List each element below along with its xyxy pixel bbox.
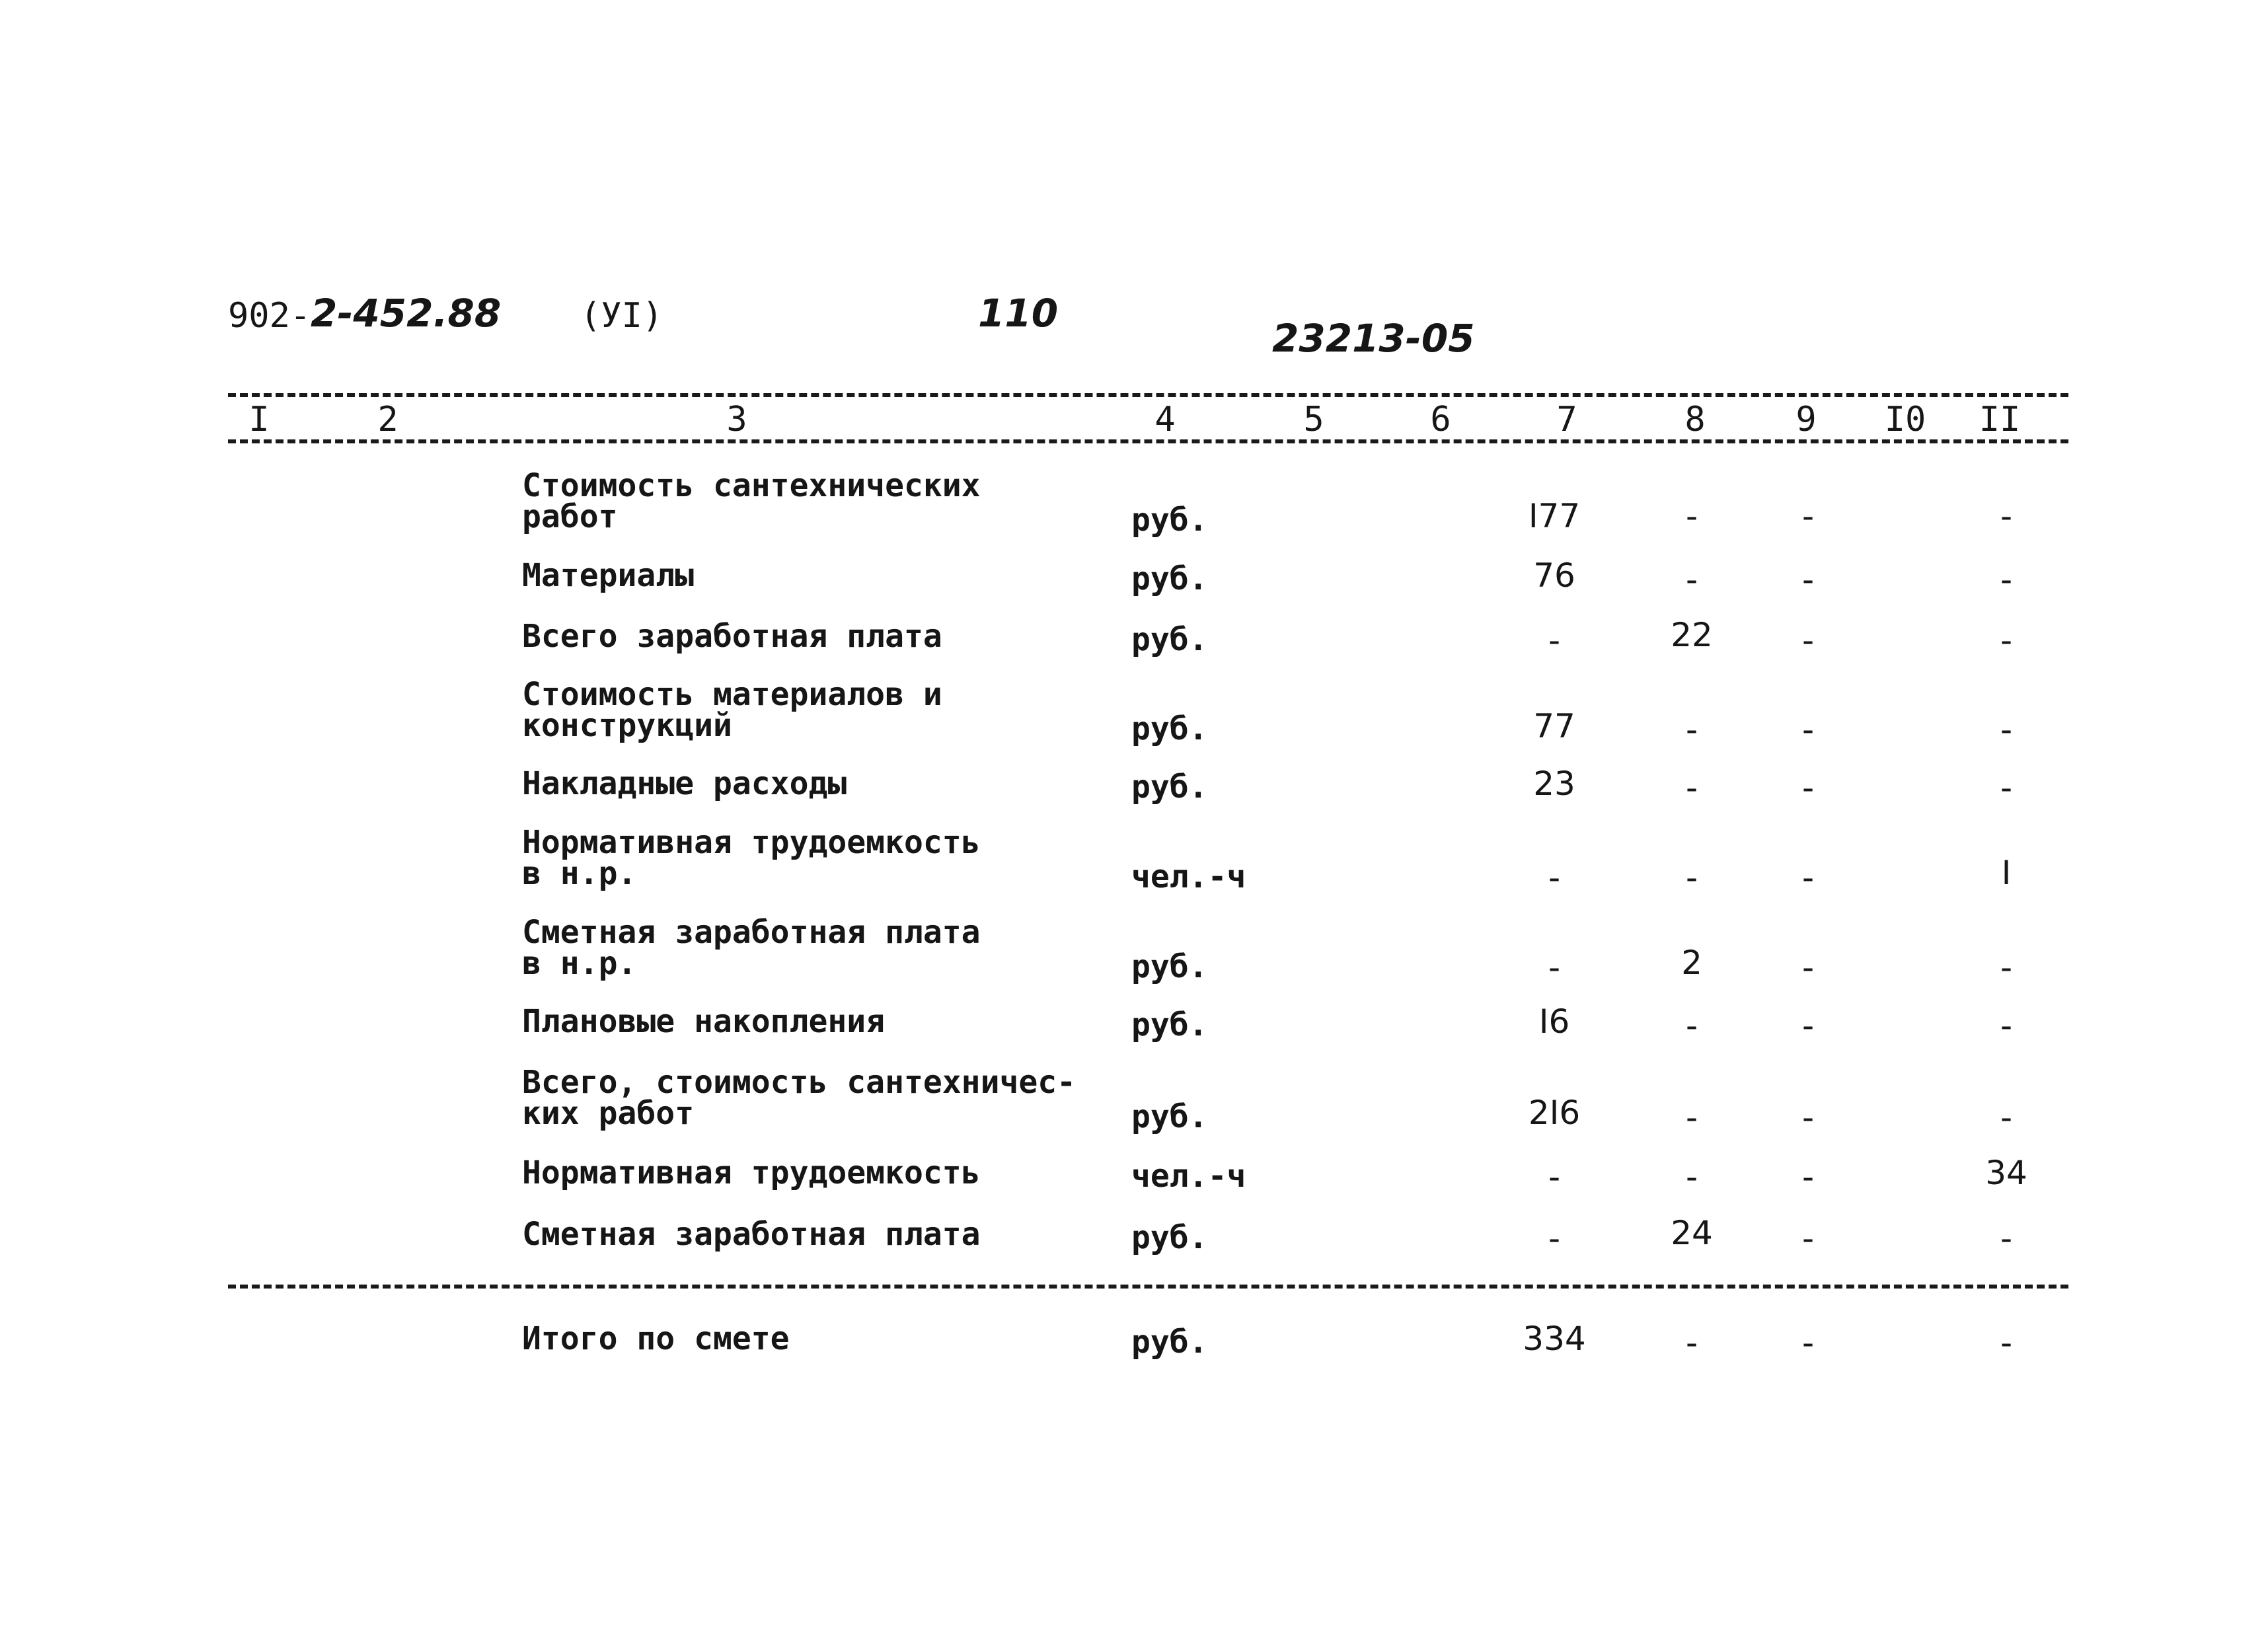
page-number: 110 [978, 291, 1059, 336]
cell-col-11: - [2000, 948, 2013, 987]
row-description: Всего заработная плата [522, 618, 942, 655]
cell-col-9: - [1801, 710, 1815, 749]
cell-col-8: 2 [1681, 944, 1702, 982]
cell-col-11: - [2000, 621, 2013, 659]
cell-col-7: - [1548, 1219, 1561, 1257]
cell-col-9: - [1801, 1006, 1815, 1045]
column-number: 5 [1303, 400, 1324, 439]
row-description: Накладные расходы [522, 765, 847, 802]
total-col-9: - [1801, 1324, 1815, 1362]
total-col-8: - [1685, 1324, 1698, 1362]
column-number: I [248, 400, 270, 439]
series-label: (УI) [580, 296, 663, 336]
cell-col-8: - [1685, 560, 1698, 599]
row-description: Нормативная трудоемкость [522, 1154, 981, 1191]
cell-col-7: - [1548, 858, 1561, 897]
cell-col-9: - [1801, 1098, 1815, 1137]
total-separator-rule [228, 1285, 2068, 1289]
row-unit: руб. [1131, 621, 1208, 658]
cell-col-8: 24 [1671, 1214, 1713, 1252]
cell-col-9: - [1801, 621, 1815, 659]
row-unit: руб. [1131, 560, 1208, 597]
cell-col-11: - [2000, 710, 2013, 749]
total-col-7: 334 [1523, 1320, 1586, 1358]
column-number: 7 [1556, 400, 1577, 439]
cell-col-11: - [2000, 768, 2013, 807]
cell-col-11: - [2000, 560, 2013, 599]
row-description: Сметная заработная плата [522, 1216, 981, 1253]
cell-col-11: - [2000, 1219, 2013, 1257]
cell-col-8: - [1685, 710, 1698, 749]
cell-col-8: - [1685, 1158, 1698, 1196]
cell-col-11: - [2000, 1006, 2013, 1045]
document-number-prefix: 902- [228, 296, 311, 336]
cell-col-9: - [1801, 858, 1815, 897]
cell-col-7: I77 [1528, 497, 1581, 535]
document-number-handwritten: 2-452.88 [311, 291, 502, 336]
cell-col-8: 22 [1671, 616, 1713, 654]
cell-col-11: 34 [1985, 1154, 2027, 1192]
row-description: Всего, стоимость сантехничес- ких работ [522, 1064, 1077, 1132]
cell-col-9: - [1801, 1158, 1815, 1196]
row-unit: руб. [1131, 710, 1208, 747]
row-description: Стоимость сантехнических работ [522, 467, 981, 535]
column-number: 8 [1684, 400, 1706, 439]
column-number: I0 [1884, 400, 1926, 439]
column-number: 3 [726, 400, 747, 439]
cell-col-7: 77 [1533, 707, 1575, 745]
total-col-11: - [2000, 1324, 2013, 1362]
cell-col-7: - [1548, 621, 1561, 659]
column-number: II [1979, 400, 2021, 439]
cell-col-9: - [1801, 948, 1815, 987]
row-description: Плановые накопления [522, 1003, 886, 1040]
cell-col-8: - [1685, 1006, 1698, 1045]
row-unit: руб. [1131, 768, 1208, 805]
row-description: Нормативная трудоемкость в н.р. [522, 824, 981, 892]
column-number: 9 [1796, 400, 1817, 439]
cell-col-9: - [1801, 497, 1815, 535]
row-unit: чел.-ч [1131, 1158, 1246, 1195]
total-unit: руб. [1131, 1324, 1208, 1361]
cell-col-7: - [1548, 1158, 1561, 1196]
header-bottom-rule [228, 439, 2068, 443]
cell-col-7: 2I6 [1528, 1094, 1581, 1132]
column-number: 2 [377, 400, 398, 439]
cell-col-8: - [1685, 768, 1698, 807]
column-number: 6 [1430, 400, 1451, 439]
column-number: 4 [1154, 400, 1176, 439]
cell-col-11: - [2000, 497, 2013, 535]
cell-col-7: I6 [1538, 1002, 1570, 1041]
cell-col-8: - [1685, 1098, 1698, 1137]
row-description: Материалы [522, 557, 695, 594]
row-description: Сметная заработная плата в н.р. [522, 914, 981, 982]
cell-col-7: 23 [1533, 765, 1575, 803]
cell-col-7: 76 [1533, 556, 1575, 595]
row-unit: чел.-ч [1131, 858, 1246, 895]
cell-col-7: - [1548, 948, 1561, 987]
cell-col-11: - [2000, 1098, 2013, 1137]
header-top-rule [228, 393, 2068, 397]
row-unit: руб. [1131, 948, 1208, 985]
cell-col-8: - [1685, 497, 1698, 535]
cell-col-8: - [1685, 858, 1698, 897]
row-unit: руб. [1131, 1098, 1208, 1135]
total-description: Итого по смете [522, 1320, 790, 1357]
cell-col-9: - [1801, 768, 1815, 807]
sheet-code: 23213-05 [1272, 316, 1475, 361]
row-unit: руб. [1131, 502, 1208, 539]
row-description: Стоимость материалов и конструкций [522, 676, 942, 744]
row-unit: руб. [1131, 1006, 1208, 1043]
row-unit: руб. [1131, 1219, 1208, 1256]
cell-col-9: - [1801, 560, 1815, 599]
cell-col-9: - [1801, 1219, 1815, 1257]
cell-col-11: I [2001, 854, 2012, 892]
